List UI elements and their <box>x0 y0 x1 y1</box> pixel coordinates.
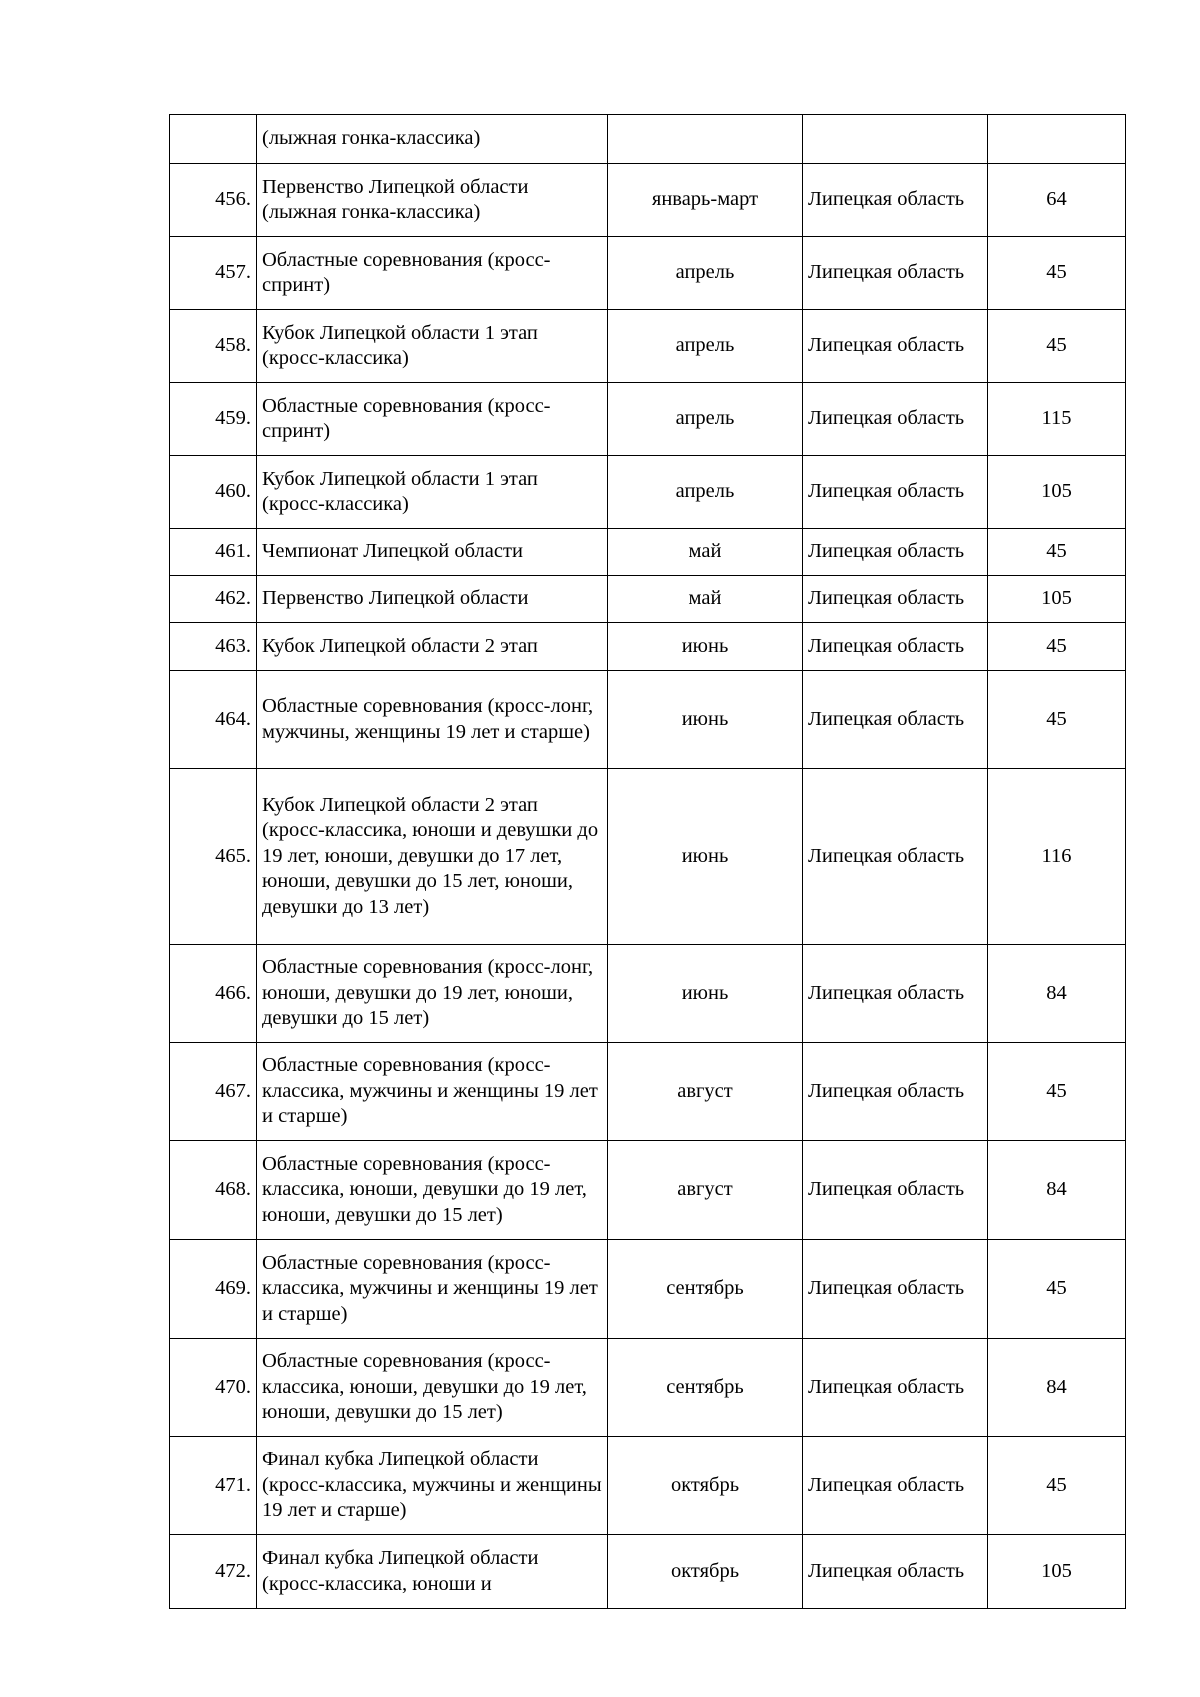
table-row <box>170 456 1126 529</box>
participants-count-cell <box>988 115 1126 164</box>
event-name-cell: Кубок Липецкой области 2 этап (кросс-классика, юноши и девушки до 19 лет, юноши, девушки до 17 лет, юноши, девушки до 15 лет, юноши, девушки до 13 лет) <box>257 769 608 945</box>
event-name-cell: Областные соревнования (кросс-спринт) <box>257 383 608 456</box>
event-place-cell: Липецкая область <box>803 1141 988 1240</box>
table-row <box>170 310 1126 383</box>
event-place-cell: Липецкая область <box>803 1437 988 1535</box>
event-date-cell: апрель <box>608 383 803 456</box>
event-name-cell: Финал кубка Липецкой области (кросс-классика, юноши и <box>257 1535 608 1609</box>
participants-count-cell: 105 <box>988 456 1126 529</box>
row-number-cell: 458. <box>170 310 257 383</box>
event-place-cell: Липецкая область <box>803 1535 988 1609</box>
participants-count-cell: 45 <box>988 310 1126 383</box>
row-number-cell: 470. <box>170 1339 257 1437</box>
row-number-cell: 472. <box>170 1535 257 1609</box>
table-row <box>170 1043 1126 1141</box>
participants-count-cell: 45 <box>988 623 1126 671</box>
event-date-cell <box>608 115 803 164</box>
event-place-cell: Липецкая область <box>803 237 988 310</box>
participants-count-cell: 105 <box>988 1535 1126 1609</box>
event-place-cell <box>803 115 988 164</box>
events-table-body <box>170 115 1126 1609</box>
event-name-cell: Областные соревнования (кросс-классика, мужчины и женщины 19 лет и старше) <box>257 1043 608 1141</box>
event-date-cell: сентябрь <box>608 1240 803 1339</box>
table-row <box>170 1141 1126 1240</box>
event-date-cell: апрель <box>608 310 803 383</box>
event-date-cell: апрель <box>608 456 803 529</box>
event-name-cell: (лыжная гонка-классика) <box>257 115 608 164</box>
event-date-cell: август <box>608 1043 803 1141</box>
participants-count-cell: 84 <box>988 1339 1126 1437</box>
participants-count-cell: 45 <box>988 1437 1126 1535</box>
row-number-cell: 471. <box>170 1437 257 1535</box>
event-name-cell: Чемпионат Липецкой области <box>257 529 608 576</box>
row-number-cell: 462. <box>170 576 257 623</box>
row-number-cell: 456. <box>170 164 257 237</box>
participants-count-cell: 45 <box>988 1240 1126 1339</box>
event-date-cell: июнь <box>608 945 803 1043</box>
row-number-cell: 459. <box>170 383 257 456</box>
participants-count-cell: 116 <box>988 769 1126 945</box>
event-name-cell: Первенство Липецкой области <box>257 576 608 623</box>
event-place-cell: Липецкая область <box>803 164 988 237</box>
event-date-cell: май <box>608 576 803 623</box>
event-place-cell: Липецкая область <box>803 1339 988 1437</box>
table-row <box>170 1240 1126 1339</box>
event-name-cell: Областные соревнования (кросс-классика, юноши, девушки до 19 лет, юноши, девушки до 15 лет) <box>257 1141 608 1240</box>
event-name-cell: Кубок Липецкой области 1 этап (кросс-классика) <box>257 456 608 529</box>
row-number-cell: 457. <box>170 237 257 310</box>
event-date-cell: июнь <box>608 769 803 945</box>
row-number-cell <box>170 115 257 164</box>
row-number-cell: 467. <box>170 1043 257 1141</box>
row-number-cell: 468. <box>170 1141 257 1240</box>
table-row <box>170 529 1126 576</box>
row-number-cell: 463. <box>170 623 257 671</box>
participants-count-cell: 115 <box>988 383 1126 456</box>
event-name-cell: Областные соревнования (кросс-лонг, юноши, девушки до 19 лет, юноши, девушки до 15 лет) <box>257 945 608 1043</box>
row-number-cell: 465. <box>170 769 257 945</box>
table-row <box>170 164 1126 237</box>
table-row <box>170 115 1126 164</box>
participants-count-cell: 64 <box>988 164 1126 237</box>
event-date-cell: май <box>608 529 803 576</box>
row-number-cell: 460. <box>170 456 257 529</box>
event-date-cell: июнь <box>608 671 803 769</box>
table-row <box>170 1437 1126 1535</box>
participants-count-cell: 45 <box>988 1043 1126 1141</box>
table-row <box>170 383 1126 456</box>
row-number-cell: 464. <box>170 671 257 769</box>
row-number-cell: 469. <box>170 1240 257 1339</box>
event-name-cell: Финал кубка Липецкой области (кросс-классика, мужчины и женщины 19 лет и старше) <box>257 1437 608 1535</box>
event-date-cell: сентябрь <box>608 1339 803 1437</box>
table-row <box>170 623 1126 671</box>
event-date-cell: август <box>608 1141 803 1240</box>
event-place-cell: Липецкая область <box>803 945 988 1043</box>
participants-count-cell: 84 <box>988 945 1126 1043</box>
event-place-cell: Липецкая область <box>803 671 988 769</box>
event-name-cell: Кубок Липецкой области 2 этап <box>257 623 608 671</box>
participants-count-cell: 105 <box>988 576 1126 623</box>
row-number-cell: 466. <box>170 945 257 1043</box>
event-name-cell: Областные соревнования (кросс-спринт) <box>257 237 608 310</box>
table-row <box>170 769 1126 945</box>
table-row <box>170 1339 1126 1437</box>
table-row <box>170 237 1126 310</box>
event-place-cell: Липецкая область <box>803 456 988 529</box>
event-place-cell: Липецкая область <box>803 623 988 671</box>
event-name-cell: Областные соревнования (кросс-лонг, мужчины, женщины 19 лет и старше) <box>257 671 608 769</box>
event-name-cell: Областные соревнования (кросс-классика, мужчины и женщины 19 лет и старше) <box>257 1240 608 1339</box>
participants-count-cell: 84 <box>988 1141 1126 1240</box>
event-date-cell: октябрь <box>608 1535 803 1609</box>
events-table <box>169 114 1126 1609</box>
event-place-cell: Липецкая область <box>803 529 988 576</box>
table-row <box>170 945 1126 1043</box>
event-place-cell: Липецкая область <box>803 1240 988 1339</box>
participants-count-cell: 45 <box>988 671 1126 769</box>
event-date-cell: апрель <box>608 237 803 310</box>
event-date-cell: январь-март <box>608 164 803 237</box>
event-name-cell: Кубок Липецкой области 1 этап (кросс-классика) <box>257 310 608 383</box>
table-row <box>170 671 1126 769</box>
event-place-cell: Липецкая область <box>803 576 988 623</box>
row-number-cell: 461. <box>170 529 257 576</box>
event-name-cell: Первенство Липецкой области (лыжная гонка-классика) <box>257 164 608 237</box>
event-place-cell: Липецкая область <box>803 769 988 945</box>
participants-count-cell: 45 <box>988 237 1126 310</box>
event-place-cell: Липецкая область <box>803 383 988 456</box>
table-row <box>170 1535 1126 1609</box>
event-place-cell: Липецкая область <box>803 1043 988 1141</box>
event-name-cell: Областные соревнования (кросс-классика, юноши, девушки до 19 лет, юноши, девушки до 15 лет) <box>257 1339 608 1437</box>
event-date-cell: октябрь <box>608 1437 803 1535</box>
event-place-cell: Липецкая область <box>803 310 988 383</box>
event-date-cell: июнь <box>608 623 803 671</box>
table-row <box>170 576 1126 623</box>
participants-count-cell: 45 <box>988 529 1126 576</box>
